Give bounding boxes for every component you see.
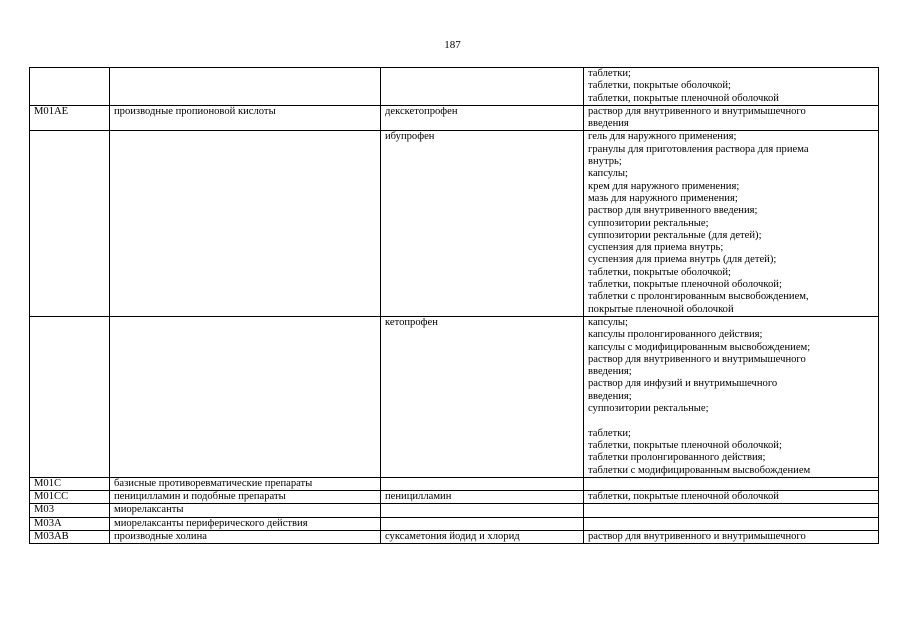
dosage-form-line: суппозитории ректальные; [588, 217, 709, 229]
drug-cell [381, 530, 584, 543]
drug-cell [381, 68, 584, 106]
dosage-form-line: таблетки, покрытые пленочной оболочкой [588, 491, 779, 503]
dosage-form-line [588, 504, 874, 516]
drug-cell-text [385, 518, 579, 530]
dosage-form-line: раствор для внутривенного и внутримышечного [588, 353, 806, 365]
atc-code-cell [30, 105, 110, 131]
dosage-form-line: суспензия для приема внутрь; [588, 242, 724, 254]
table-row [30, 530, 879, 543]
group-cell [110, 105, 381, 131]
dosage-forms-cell [584, 316, 879, 477]
atc-code-cell [30, 491, 110, 504]
dosage-forms-cell [584, 530, 879, 543]
atc-code-cell-text: M03 [34, 504, 55, 516]
atc-code-cell-text: M01AE [34, 105, 69, 117]
dosage-forms-cell [584, 477, 879, 490]
atc-code-cell-text: M03AB [34, 530, 69, 542]
group-cell [110, 491, 381, 504]
table-row [30, 504, 879, 517]
dosage-form-line: капсулы с модифицированным высвобождением; [588, 341, 811, 353]
dosage-form-line: таблетки, покрытые оболочкой; [588, 80, 731, 92]
drug-cell-text [385, 504, 579, 516]
page-number: 187 [444, 39, 461, 51]
dosage-form-line: таблетки, покрытые пленочной оболочкой; [588, 279, 782, 291]
dosage-form-line: внутрь; [588, 156, 622, 168]
dosage-form-line: таблетки, покрытые оболочкой; [588, 266, 731, 278]
dosage-form-line [588, 478, 874, 490]
drug-cell-text: декскетопрофен [385, 105, 458, 117]
drug-cell [381, 491, 584, 504]
group-cell-text: производные холина [114, 530, 207, 542]
dosage-form-line: суппозитории ректальные; [588, 403, 709, 415]
group-cell [110, 131, 381, 316]
dosage-forms-cell [584, 105, 879, 131]
table-row [30, 131, 879, 316]
atc-code-cell-text: M01CC [34, 491, 69, 503]
atc-code-cell [30, 504, 110, 517]
atc-code-cell [30, 530, 110, 543]
drug-cell [381, 105, 584, 131]
group-cell-text: миорелаксанты [114, 504, 184, 516]
dosage-form-line: гель для наружного применения; [588, 131, 737, 143]
group-cell [110, 68, 381, 106]
drug-cell [381, 477, 584, 490]
dosage-form-line [588, 415, 874, 427]
table-row [30, 491, 879, 504]
dosage-form-line: таблетки; [588, 427, 631, 439]
group-cell [110, 504, 381, 517]
dosage-form-line: раствор для инфузий и внутримышечного [588, 378, 778, 390]
drug-cell-text: ибупрофен [385, 131, 435, 143]
dosage-form-line: мазь для наружного применения; [588, 192, 738, 204]
dosage-forms-cell [584, 517, 879, 530]
dosage-forms-cell [584, 131, 879, 316]
group-cell-text: базисные противоревматические препараты [114, 477, 313, 489]
dosage-form-line: таблетки; [588, 68, 631, 79]
dosage-form-line: введения; [588, 390, 632, 402]
group-cell [110, 530, 381, 543]
drug-cell [381, 504, 584, 517]
group-cell [110, 316, 381, 477]
dosage-form-line: капсулы пролонгированного действия; [588, 329, 763, 341]
dosage-form-line: раствор для внутривенного и внутримышечного [588, 105, 806, 117]
group-cell [110, 517, 381, 530]
atc-code-cell [30, 477, 110, 490]
table-row [30, 316, 879, 477]
drug-cell [381, 517, 584, 530]
dosage-forms-cell [584, 504, 879, 517]
atc-code-cell [30, 517, 110, 530]
dosage-form-line: крем для наружного применения; [588, 180, 740, 192]
atc-code-cell-text: M01C [34, 477, 62, 489]
dosage-form-line: суппозитории ректальные (для детей); [588, 229, 762, 241]
dosage-form-line: таблетки, покрытые пленочной оболочкой [588, 92, 779, 104]
atc-code-cell-text [34, 317, 105, 329]
group-cell [110, 477, 381, 490]
dosage-form-line: раствор для внутривенного и внутримышечного [588, 530, 806, 542]
dosage-forms-cell [584, 68, 879, 106]
drug-cell-text [385, 478, 579, 490]
table-row [30, 477, 879, 490]
group-cell-text [114, 68, 376, 80]
group-cell-text: пеницилламин и подобные препараты [114, 491, 286, 503]
table-body [30, 68, 879, 544]
dosage-form-line: покрытые пленочной оболочкой [588, 303, 734, 315]
drug-cell [381, 316, 584, 477]
group-cell-text [114, 131, 376, 143]
drug-cell-text [385, 68, 579, 80]
dosage-form-line: введения; [588, 366, 632, 378]
dosage-form-line [588, 518, 874, 530]
dosage-forms-cell [584, 491, 879, 504]
table-row [30, 105, 879, 131]
table-row [30, 517, 879, 530]
drug-cell-text: пеницилламин [385, 491, 452, 503]
drug-cell-text: суксаметония йодид и хлорид [385, 530, 520, 542]
table-row [30, 68, 879, 106]
group-cell-text: производные пропионовой кислоты [114, 105, 276, 117]
atc-code-cell [30, 316, 110, 477]
dosage-form-line: капсулы; [588, 168, 628, 180]
dosage-form-line: раствор для внутривенного введения; [588, 205, 758, 217]
dosage-form-line: введения [588, 118, 629, 130]
dosage-form-line: таблетки с пролонгированным высвобождением, [588, 291, 809, 303]
atc-code-cell-text [34, 131, 105, 143]
drug-table [29, 67, 879, 544]
group-cell-text [114, 317, 376, 329]
dosage-form-line: таблетки, покрытые пленочной оболочкой; [588, 439, 782, 451]
atc-code-cell-text: M03A [34, 517, 62, 529]
atc-code-cell [30, 68, 110, 106]
dosage-form-line: гранулы для приготовления раствора для приема [588, 143, 809, 155]
dosage-form-line: капсулы; [588, 316, 628, 328]
drug-cell-text: кетопрофен [385, 316, 438, 328]
dosage-form-line: суспензия для приема внутрь (для детей); [588, 254, 777, 266]
group-cell-text: миорелаксанты периферического действия [114, 517, 308, 529]
atc-code-cell [30, 131, 110, 316]
drug-cell [381, 131, 584, 316]
dosage-form-line: таблетки с модифицированным высвобождением [588, 464, 811, 476]
atc-code-cell-text [34, 68, 105, 80]
dosage-form-line: таблетки пролонгированного действия; [588, 452, 766, 464]
